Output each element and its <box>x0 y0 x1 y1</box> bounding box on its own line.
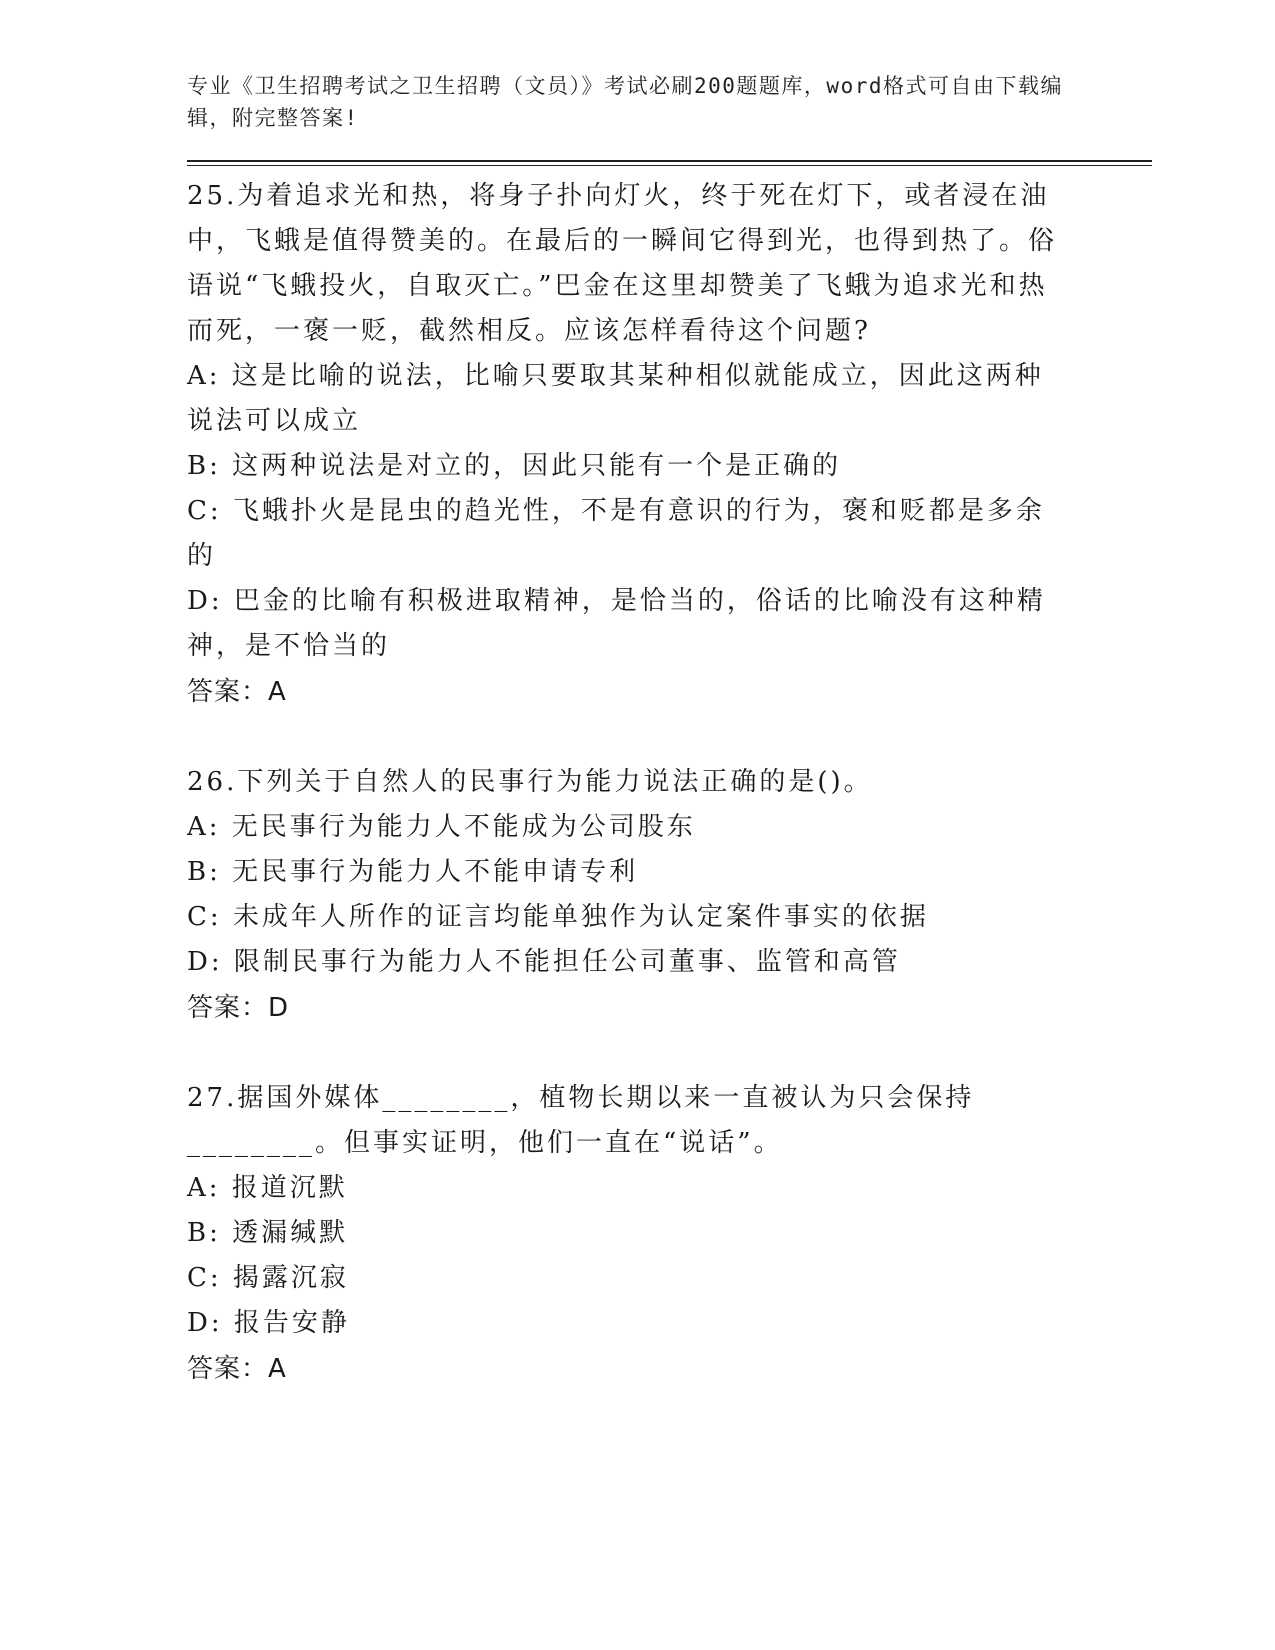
document-page <box>187 70 1152 1392</box>
header-divider <box>187 160 1152 166</box>
option-a: A: 报道沉默 <box>187 1173 348 1203</box>
question-stem: 27.据国外媒体________，植物长期以来一直被认为只会保持________。但事实证明，他们一直在“说话”。 <box>187 1083 975 1158</box>
option-c: C: 揭露沉寂 <box>187 1263 349 1293</box>
option-b: B: 无民事行为能力人不能申请专利 <box>187 857 639 887</box>
document-header: 专业《卫生招聘考试之卫生招聘（文员）》考试必刷200题题库，word格式可自由下载编辑，附完整答案! <box>187 74 1063 130</box>
question-25 <box>187 174 1067 715</box>
option-d: D: 报告安静 <box>187 1308 350 1338</box>
option-a: A: 这是比喻的说法，比喻只要取其某种相似就能成立，因此这两种说法可以成立 <box>187 361 1044 436</box>
option-d: D: 巴金的比喻有积极进取精神，是恰当的，俗话的比喻没有这种精神，是不恰当的 <box>187 586 1046 661</box>
option-c: C: 飞蛾扑火是昆虫的趋光性，不是有意识的行为，褒和贬都是多余的 <box>187 496 1045 571</box>
option-b: B: 透漏缄默 <box>187 1218 349 1248</box>
option-a: A: 无民事行为能力人不能成为公司股东 <box>187 812 696 842</box>
option-b: B: 这两种说法是对立的，因此只能有一个是正确的 <box>187 451 842 481</box>
answer-label: 答案：A <box>187 677 287 707</box>
option-d: D: 限制民事行为能力人不能担任公司董事、监管和高管 <box>187 947 901 977</box>
answer-label: 答案：A <box>187 1354 287 1384</box>
question-stem: 25.为着追求光和热，将身子扑向灯火，终于死在灯下，或者浸在油中，飞蛾是值得赞美的。在最后的一瞬间它得到光，也得到热了。俗语说“飞蛾投火，自取灭亡。”巴金在这里却赞美了飞蛾为追求光和热而死，一褒一贬，截然相反。应该怎样看待这个问题? <box>187 181 1058 346</box>
answer-label: 答案：D <box>187 993 290 1023</box>
question-26 <box>187 760 1067 1031</box>
question-stem: 26.下列关于自然人的民事行为能力说法正确的是()。 <box>187 767 873 797</box>
question-27 <box>187 1076 1067 1392</box>
option-c: C: 未成年人所作的证言均能单独作为认定案件事实的依据 <box>187 902 929 932</box>
